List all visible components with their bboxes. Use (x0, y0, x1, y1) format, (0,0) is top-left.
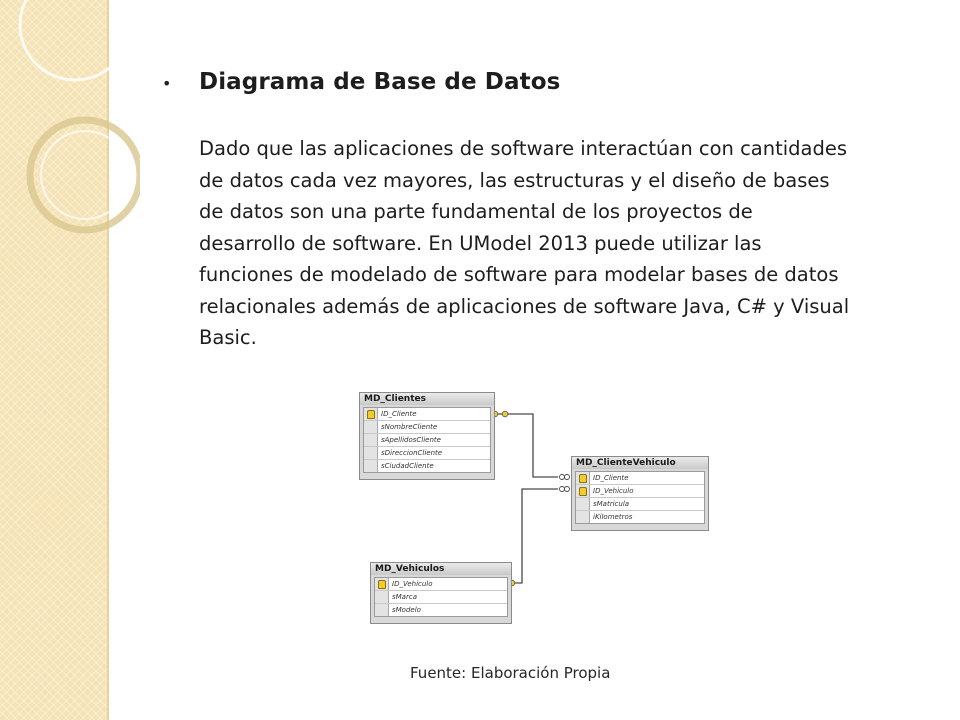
table-columns (575, 471, 705, 524)
row-selector (364, 447, 378, 459)
column-name: sDireccionCliente (381, 449, 443, 457)
connector-many-end (560, 487, 565, 492)
column-row (364, 408, 490, 421)
row-selector (375, 591, 389, 603)
body-paragraph: Dado que las aplicaciones de software interactúan con cantidades de datos cada vez mayores, las estructuras y el diseño de bases de datos son una parte fundamental de los proyectos de desarrollo de software. En UModel 2013 puede utilizar las funciones de modelado de software para modelar bases de datos relacionales además de aplicaciones de software Java, C# y Visual Basic. (199, 137, 850, 349)
column-name: sMarca (392, 593, 417, 601)
column-row (576, 498, 704, 511)
table-md-vehiculos (370, 562, 512, 624)
column-name: sApellidosCliente (381, 436, 441, 444)
row-selector (576, 472, 590, 484)
database-diagram (355, 388, 715, 633)
table-columns (374, 577, 508, 617)
bullet-point: • (162, 74, 172, 93)
connector-many-end (565, 487, 570, 492)
column-name: ID_Vehiculo (593, 487, 634, 495)
connector-many-end (560, 475, 565, 480)
connector-clientes-clientevehiculo (494, 414, 558, 477)
connector-many-end (565, 475, 570, 480)
row-selector (364, 434, 378, 446)
slide-heading: Diagrama de Base de Datos (199, 69, 561, 95)
primary-key-icon (579, 487, 587, 496)
column-row (576, 511, 704, 523)
column-row (576, 472, 704, 485)
row-selector (576, 498, 590, 510)
column-name: ID_Vehiculo (392, 580, 433, 588)
decorative-rings (0, 0, 140, 260)
row-selector (364, 408, 378, 420)
table-md-clientes (359, 392, 495, 480)
table-title: MD_Vehiculos (371, 563, 511, 575)
table-title: MD_Clientes (360, 393, 494, 405)
source-caption: Fuente: Elaboración Propia (410, 664, 611, 682)
connector-vehiculos-clientevehiculo (512, 489, 558, 583)
primary-key-icon (579, 474, 587, 483)
primary-key-icon (378, 580, 386, 589)
column-name: sMatricula (593, 500, 630, 508)
column-row (375, 591, 507, 604)
column-name: iKilometros (593, 513, 633, 521)
connector-key-end (502, 411, 508, 417)
column-row (364, 447, 490, 460)
column-row (576, 485, 704, 498)
column-name: sCiudadCliente (381, 462, 434, 470)
table-columns (363, 407, 491, 473)
column-row (375, 578, 507, 591)
table-md-clientevehiculo (571, 456, 709, 531)
row-selector (375, 604, 389, 616)
row-selector (364, 421, 378, 433)
column-row (375, 604, 507, 616)
column-row (364, 460, 490, 472)
primary-key-icon (367, 410, 375, 419)
column-name: sNombreCliente (381, 423, 438, 431)
column-name: sModelo (392, 606, 421, 614)
column-name: ID_Cliente (381, 410, 417, 418)
column-row (364, 421, 490, 434)
column-name: ID_Cliente (593, 474, 629, 482)
table-title: MD_ClienteVehiculo (572, 457, 708, 469)
row-selector (576, 485, 590, 497)
row-selector (375, 578, 389, 590)
column-row (364, 434, 490, 447)
row-selector (576, 511, 590, 523)
row-selector (364, 460, 378, 472)
